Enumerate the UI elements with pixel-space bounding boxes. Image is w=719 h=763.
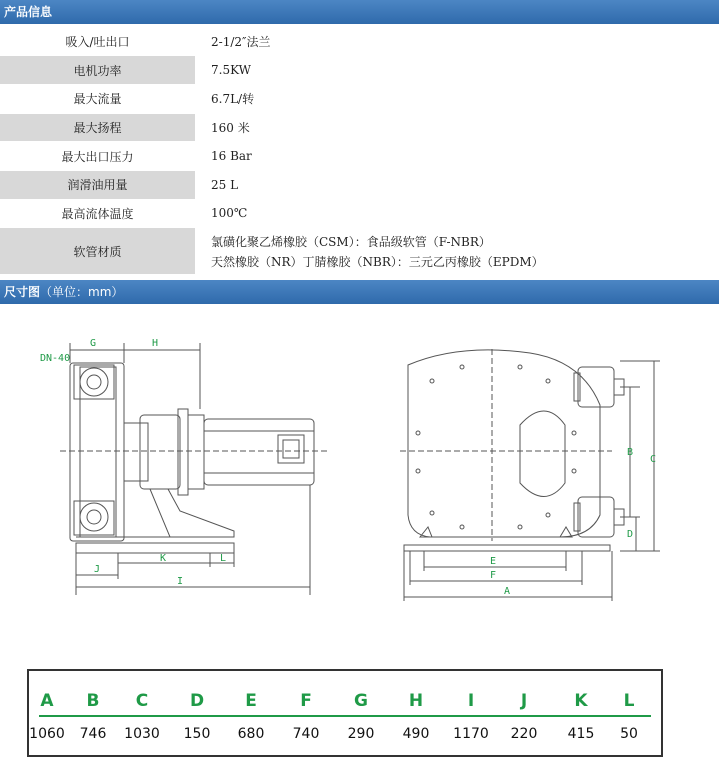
label-e: E <box>490 556 497 567</box>
spec-label: 最大扬程 <box>0 113 198 142</box>
pump-dimension-drawing <box>0 305 719 605</box>
spec-label: 润滑油用量 <box>0 170 198 199</box>
dimension-value: 415 <box>567 726 595 742</box>
spec-table <box>0 27 719 275</box>
label-dn: DN-40 <box>40 353 71 364</box>
dimension-letter: C <box>135 691 149 711</box>
label-l: L <box>220 553 227 564</box>
dimension-divider <box>39 715 651 717</box>
dimension-letter: G <box>354 691 368 711</box>
spec-label: 最高流体温度 <box>0 199 198 228</box>
dimension-value: 150 <box>183 726 211 742</box>
spec-row <box>0 84 719 113</box>
product-info-header <box>0 0 719 24</box>
dimension-value: 50 <box>620 726 638 742</box>
dimension-letter: D <box>189 691 205 711</box>
label-f: F <box>490 570 497 581</box>
spec-label: 电机功率 <box>0 56 198 85</box>
dimension-value: 220 <box>510 726 538 742</box>
dimension-value: 1060 <box>29 726 65 742</box>
spec-value-hose <box>198 228 719 275</box>
spec-value: 2-1/2″法兰 <box>198 27 719 56</box>
label-a: A <box>504 586 511 597</box>
spec-value: 25 L <box>198 170 719 199</box>
label-g: G <box>90 338 97 349</box>
spec-row <box>0 27 719 56</box>
spec-row <box>0 56 719 85</box>
dimension-value: 680 <box>237 726 265 742</box>
dimensions-header <box>0 280 719 304</box>
dimension-letter: F <box>300 691 312 711</box>
dimension-letter: H <box>408 691 424 711</box>
dimension-letter: E <box>245 691 257 711</box>
dimension-value: 1170 <box>453 726 489 742</box>
spec-value: 160 米 <box>198 113 719 142</box>
dimension-letter: B <box>86 691 100 711</box>
label-j: J <box>94 564 101 575</box>
hose-line-2: 天然橡胶（NR）丁腈橡胶（NBR）：三元乙丙橡胶（EPDM） <box>211 254 544 269</box>
spec-label: 最大出口压力 <box>0 142 198 171</box>
spec-row <box>0 199 719 228</box>
spec-value: 6.7L/转 <box>198 84 719 113</box>
dimension-letter: A <box>40 691 54 711</box>
label-c: C <box>650 454 657 465</box>
hose-line-1: 氯磺化聚乙烯橡胶（CSM）：食品级软管（F-NBR） <box>211 234 491 249</box>
label-d: D <box>627 529 634 540</box>
label-i: I <box>177 576 184 587</box>
dimension-value: 490 <box>402 726 430 742</box>
dimensions-unit: （单位：mm） <box>40 285 124 299</box>
spec-label: 吸入/吐出口 <box>0 27 198 56</box>
spec-label: 软管材质 <box>0 228 198 275</box>
dimension-value: 746 <box>79 726 107 742</box>
spec-row <box>0 113 719 142</box>
dimension-value: 1030 <box>124 726 160 742</box>
dimension-letter: K <box>574 691 588 711</box>
label-k: K <box>160 553 167 564</box>
label-h: H <box>152 338 159 349</box>
dimension-value: 290 <box>347 726 375 742</box>
dimension-table <box>27 669 663 757</box>
product-info-title: 产品信息 <box>4 5 53 19</box>
dimension-letter: J <box>520 691 528 711</box>
spec-row <box>0 142 719 171</box>
dimension-letter: I <box>467 691 475 711</box>
dimension-value: 740 <box>292 726 320 742</box>
spec-row <box>0 170 719 199</box>
spec-value: 100℃ <box>198 199 719 228</box>
dimension-letter: L <box>623 691 635 711</box>
spec-value: 16 Bar <box>198 142 719 171</box>
spec-value: 7.5KW <box>198 56 719 85</box>
dimensions-title: 尺寸图 <box>4 285 41 299</box>
label-b: B <box>627 447 634 458</box>
spec-row-hose <box>0 228 719 275</box>
spec-label: 最大流量 <box>0 84 198 113</box>
